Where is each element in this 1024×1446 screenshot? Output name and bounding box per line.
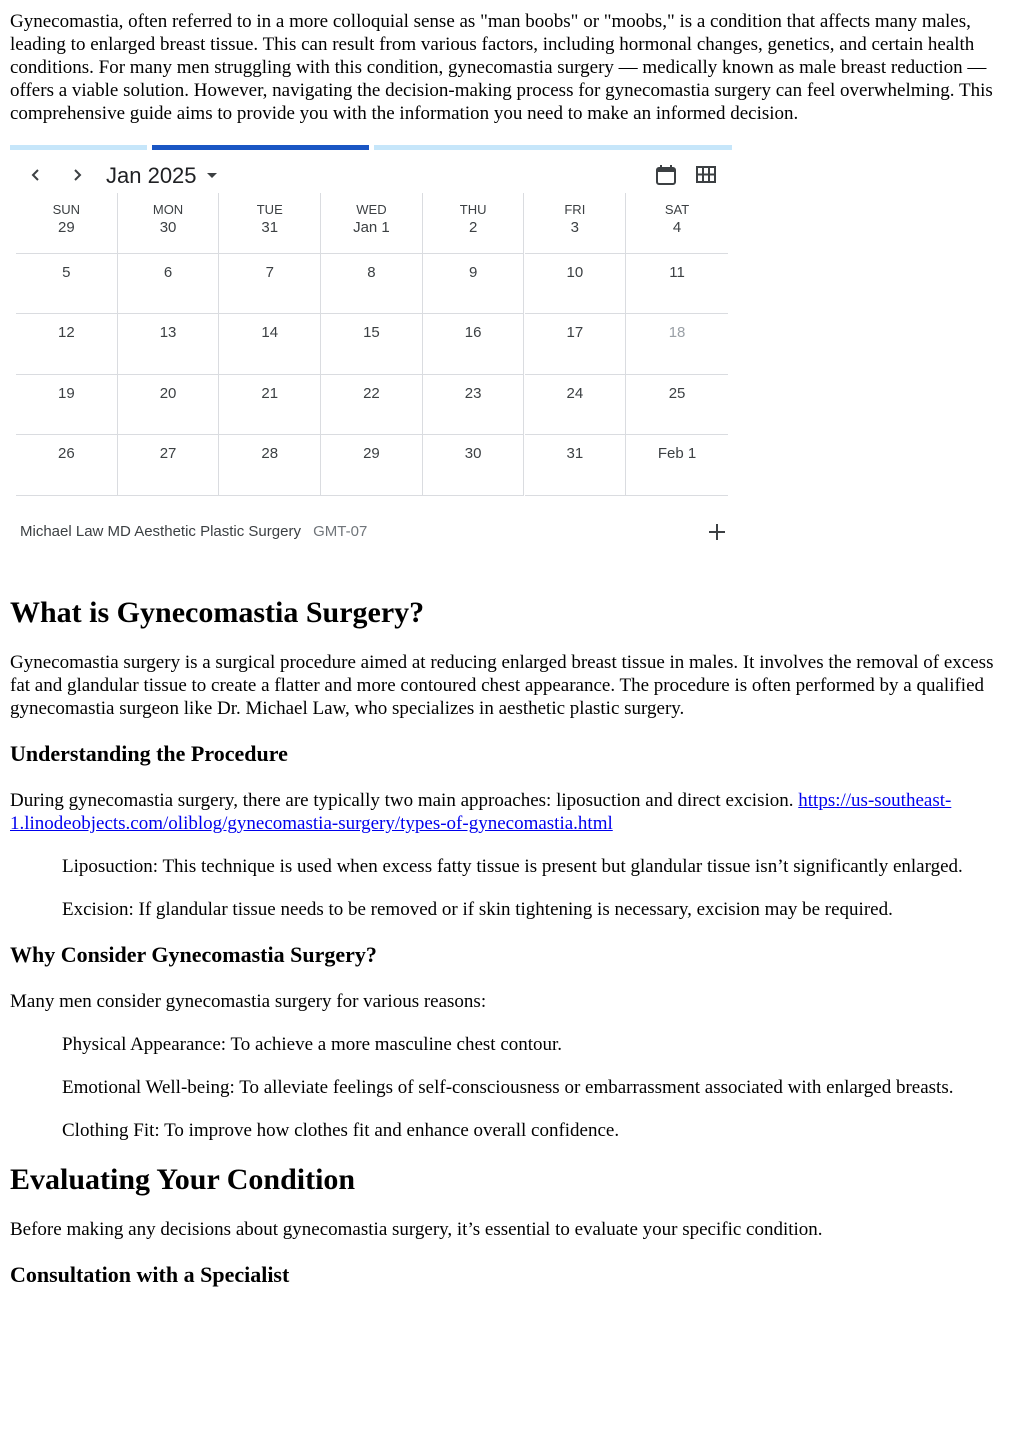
list-item-excision: Excision: If glandular tissue needs to be removed or if skin tightening is necessary, excision may be required. <box>62 899 893 920</box>
day-cell[interactable] <box>423 435 525 496</box>
practice-name: Michael Law MD Aesthetic Plastic Surgery <box>20 523 301 540</box>
day-number: 27 <box>159 445 177 462</box>
day-number: 6 <box>163 263 173 281</box>
weekday-label: MON <box>152 202 184 217</box>
weekday-label: FRI <box>564 202 586 217</box>
day-number: Feb 1 <box>657 445 697 462</box>
add-calendar-button[interactable] <box>702 517 732 547</box>
day-cell[interactable] <box>423 314 525 375</box>
caret-down-icon <box>207 173 217 178</box>
day-number: 28 <box>261 445 279 462</box>
article <box>10 10 1005 1310</box>
day-cell[interactable] <box>16 254 118 315</box>
day-cell[interactable] <box>626 254 728 315</box>
progress-segment <box>10 145 147 150</box>
what-is-paragraph: Gynecomastia surgery is a surgical procedure aimed at reducing enlarged breast tissue in males. It involves the removal of excess fat and glandular tissue to create a flatter and more contoured chest appearance. The procedure is often performed by a qualified gynecomastia surgeon like Dr. Michael Law, who specializes in aesthetic plastic surgery. <box>10 652 994 719</box>
previous-month-button[interactable] <box>20 157 52 193</box>
calendar-grid <box>16 193 728 515</box>
day-cell[interactable] <box>321 435 423 496</box>
list-item-clothing-fit: Clothing Fit: To improve how clothes fit and enhance overall confidence. <box>62 1120 620 1141</box>
day-cell[interactable] <box>219 375 321 436</box>
procedure-paragraph <box>10 789 1005 835</box>
day-cell[interactable] <box>118 314 220 375</box>
day-cell[interactable] <box>423 375 525 436</box>
types-of-gynecomastia-link[interactable]: https://us-southeast-1.linodeobjects.com/oliblog/gynecomastia-surgery/types-of-gynecomastia.html <box>10 790 952 834</box>
day-cell[interactable] <box>423 254 525 315</box>
day-cell[interactable] <box>16 193 118 254</box>
grid-view-button[interactable] <box>690 159 722 191</box>
day-cell[interactable] <box>525 375 627 436</box>
section-heading-why-consider: Why Consider Gynecomastia Surgery? <box>10 942 377 967</box>
day-number: 29 <box>58 219 75 236</box>
day-number: 15 <box>363 324 380 341</box>
progress-segment-active <box>152 145 369 150</box>
next-month-button[interactable] <box>61 157 93 193</box>
list-item-liposuction: Liposuction: This technique is used when excess fatty tissue is present but glandular tissue isn’t significantly enlarged. <box>62 856 963 877</box>
calendar-view-button[interactable] <box>650 159 682 191</box>
day-cell[interactable] <box>118 254 220 315</box>
list-item-emotional-wellbeing: Emotional Well-being: To alleviate feelings of self-consciousness or embarrassment associated with enlarged breasts. <box>62 1077 954 1098</box>
day-cell[interactable] <box>16 314 118 375</box>
day-number: 24 <box>566 384 584 402</box>
day-cell[interactable] <box>118 375 220 436</box>
calendar-icon <box>655 164 677 186</box>
day-number: 25 <box>668 384 686 402</box>
day-cell[interactable] <box>219 314 321 375</box>
day-cell[interactable] <box>423 193 525 254</box>
day-cell[interactable] <box>219 254 321 315</box>
day-number: 31 <box>566 445 584 462</box>
day-number: 7 <box>265 263 274 281</box>
day-cell[interactable] <box>321 193 423 254</box>
day-cell[interactable] <box>16 435 118 496</box>
day-cell[interactable] <box>626 375 728 436</box>
day-number: 22 <box>363 384 380 402</box>
day-cell[interactable] <box>321 375 423 436</box>
day-cell[interactable] <box>321 314 423 375</box>
day-number: 16 <box>464 324 482 341</box>
day-cell[interactable] <box>525 314 627 375</box>
day-number: 10 <box>566 263 584 281</box>
timezone-label: GMT-07 <box>313 523 368 540</box>
day-number: 13 <box>159 324 177 341</box>
day-cell[interactable] <box>219 435 321 496</box>
day-number: 5 <box>62 263 71 281</box>
day-cell[interactable] <box>626 193 728 254</box>
day-number: 11 <box>669 263 685 281</box>
day-cell[interactable] <box>525 254 627 315</box>
day-number: 12 <box>58 324 75 341</box>
day-cell[interactable] <box>219 193 321 254</box>
booking-calendar <box>10 145 732 565</box>
day-number: 21 <box>261 384 279 402</box>
progress-segment <box>374 145 732 150</box>
day-number: 19 <box>58 384 75 402</box>
day-number: Jan 1 <box>353 219 390 236</box>
day-number: 3 <box>570 219 580 236</box>
why-paragraph: Many men consider gynecomastia surgery for various reasons: <box>10 991 487 1012</box>
procedure-text: During gynecomastia surgery, there are typically two main approaches: liposuction and direct excision. <box>10 790 794 811</box>
day-cell[interactable] <box>626 314 728 375</box>
day-cell[interactable] <box>626 435 728 496</box>
month-selector[interactable] <box>106 157 217 193</box>
intro-paragraph: Gynecomastia, often referred to in a more colloquial sense as "man boobs" or "moobs," is a condition that affects many males, leading to enlarged breast tissue. This can result from various factors, including hormonal changes, genetics, and certain health conditions. For many men struggling with this condition, gynecomastia surgery — medically known as male breast reduction — offers a viable solution. However, navigating the decision-making process for gynecomastia surgery can feel overwhelming. This comprehensive guide aims to provide you with the information you need to make an informed decision. <box>10 11 993 124</box>
day-number: 18 <box>668 324 686 341</box>
grid-icon <box>695 164 717 186</box>
weekday-label: SUN <box>52 202 81 217</box>
day-number: 23 <box>464 384 482 402</box>
evaluating-paragraph: Before making any decisions about gynecomastia surgery, it’s essential to evaluate your specific condition. <box>10 1219 823 1240</box>
day-number: 8 <box>367 263 376 281</box>
list-item-physical-appearance: Physical Appearance: To achieve a more masculine chest contour. <box>62 1034 563 1055</box>
day-number: 30 <box>159 219 177 236</box>
day-number: 17 <box>566 324 584 341</box>
day-number: 30 <box>464 445 482 462</box>
day-number: 29 <box>363 445 380 462</box>
day-cell[interactable] <box>321 254 423 315</box>
section-heading-what-is: What is Gynecomastia Surgery? <box>10 596 425 629</box>
day-number: 26 <box>58 445 75 462</box>
month-label: Jan 2025 <box>106 162 197 188</box>
weekday-label: TUE <box>256 202 283 217</box>
section-heading-procedure: Understanding the Procedure <box>10 741 288 766</box>
day-number: 14 <box>261 324 279 341</box>
weekday-label: THU <box>459 202 487 217</box>
section-heading-evaluating: Evaluating Your Condition <box>10 1163 356 1196</box>
day-number: 2 <box>468 219 478 236</box>
day-number: 4 <box>672 219 682 236</box>
chevron-left-icon <box>29 168 43 182</box>
calendar-footer <box>20 520 732 544</box>
chevron-right-icon <box>70 168 84 182</box>
day-number: 20 <box>159 384 177 402</box>
calendar-toolbar <box>10 157 732 193</box>
weekday-label: WED <box>356 202 387 217</box>
day-number: 31 <box>261 219 279 236</box>
loading-progress-bar <box>10 145 732 150</box>
weekday-label: SAT <box>664 202 690 217</box>
day-cell[interactable] <box>118 435 220 496</box>
day-cell[interactable] <box>525 435 627 496</box>
plus-icon <box>708 523 726 541</box>
day-number: 9 <box>468 263 478 281</box>
section-heading-consultation: Consultation with a Specialist <box>10 1262 290 1287</box>
day-cell[interactable] <box>118 193 220 254</box>
day-cell[interactable] <box>16 375 118 436</box>
day-cell[interactable] <box>525 193 627 254</box>
